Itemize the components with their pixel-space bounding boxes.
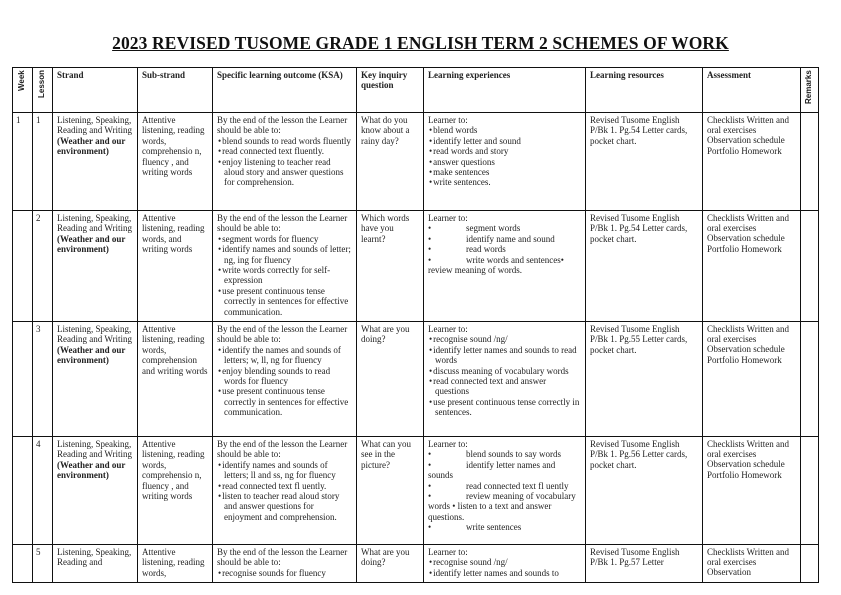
lesson-cell: 2 (33, 211, 53, 322)
lesson-cell: 1 (33, 113, 53, 211)
learning-experience-item: • identify letter and sound (428, 136, 581, 146)
lesson-cell: 5 (33, 545, 53, 584)
table-row (13, 322, 819, 437)
learning-outcome-item: • write words correctly for self-expression (217, 265, 352, 286)
learning-experience-text: write sentences (466, 522, 522, 533)
strand-theme: (Weather and our environment) (57, 459, 126, 481)
learning-experiences-intro: Learner to: (428, 439, 468, 449)
learning-outcome-cell (213, 211, 357, 322)
document-title: 2023 REVISED TUSOME GRADE 1 ENGLISH TERM 2 SCHEMES OF WORK (112, 33, 729, 53)
key-inquiry-question-cell: Which words have you learnt? (357, 211, 424, 322)
learning-resources-cell: Revised Tusome English P/Bk 1. Pg.54 Letter cards, pocket chart. (586, 211, 703, 322)
bullet-icon: • (428, 233, 432, 244)
strand-theme: (Weather and our environment) (57, 233, 126, 255)
sub-strand-cell: Attentive listening, reading words, (138, 545, 213, 584)
strand-text: Listening, Speaking, Reading and Writing (57, 115, 132, 136)
header-strand: Strand (53, 68, 138, 113)
week-cell (13, 545, 33, 584)
strand-cell (53, 211, 138, 322)
learning-experience-item: • identify letter names and sounds to read words (428, 345, 581, 366)
strand-cell (53, 437, 138, 545)
learning-outcome-item: • read connected text fluently. (217, 146, 352, 156)
assessment-cell: Checklists Written and oral exercises Observation schedule Portfolio Homework (703, 322, 801, 437)
learning-experience-text: blend sounds to say words (466, 449, 561, 460)
week-cell (13, 437, 33, 545)
learning-experiences-intro: Learner to: (428, 115, 468, 125)
strand-text: Listening, Speaking, Reading and Writing (57, 324, 132, 345)
learning-outcome-intro: By the end of the lesson the Learner should be able to: (217, 439, 348, 460)
table-row (13, 545, 819, 584)
header-week (13, 68, 33, 113)
bullet-icon: • (428, 480, 432, 491)
assessment-cell: Checklists Written and oral exercises Observation schedule Portfolio Homework (703, 113, 801, 211)
learning-outcome-item: • blend sounds to read words fluently (217, 136, 352, 146)
key-inquiry-question-cell: What are you doing? (357, 322, 424, 437)
learning-outcome-item: • recognise sounds for fluency (217, 568, 352, 578)
lesson-cell: 4 (33, 437, 53, 545)
learning-experience-item (428, 460, 581, 481)
header-assessment: Assessment (703, 68, 801, 113)
learning-outcome-intro: By the end of the lesson the Learner should be able to: (217, 547, 348, 568)
header-specific-learning-outcome: Specific learning outcome (KSA) (213, 68, 357, 113)
table-row (13, 437, 819, 545)
learning-experience-item: • use present continuous tense correctly in sentences. (428, 397, 581, 418)
learning-experiences-cell (424, 437, 586, 545)
learning-experience-item (428, 234, 581, 244)
remarks-cell (801, 322, 819, 437)
learning-experience-item: • identify letter names and sounds to (428, 568, 581, 578)
learning-outcome-item: • segment words for fluency (217, 234, 352, 244)
learning-outcome-cell (213, 437, 357, 545)
header-sub-strand: Sub-strand (138, 68, 213, 113)
assessment-cell: Checklists Written and oral exercises Observation (703, 545, 801, 584)
week-cell (13, 322, 33, 437)
learning-experiences-intro: Learner to: (428, 547, 468, 557)
sub-strand-cell: Attentive listening, reading words, comprehension and writing words (138, 322, 213, 437)
remarks-cell (801, 113, 819, 211)
learning-experience-text: read words (466, 244, 506, 255)
learning-experience-text: write words and sentences• review meaning of words. (428, 254, 564, 276)
learning-experience-item: • discuss meaning of vocabulary words (428, 366, 581, 376)
learning-outcome-item: • identify names and sounds of letter; ng, ing for fluency (217, 244, 352, 265)
learning-experiences-intro: Learner to: (428, 213, 468, 223)
learning-outcome-intro: By the end of the lesson the Learner should be able to: (217, 324, 348, 345)
learning-experience-item: • read words and story (428, 146, 581, 156)
header-remarks-label: Remarks (804, 70, 814, 104)
header-row (13, 68, 819, 113)
learning-outcome-item: • use present continuous tense correctly in sentences for effective communication. (217, 286, 352, 317)
week-cell (13, 211, 33, 322)
header-lesson-label: Lesson (37, 70, 47, 99)
learning-experience-item: • read connected text and answer questions (428, 376, 581, 397)
learning-experience-item: • recognise sound /ng/ (428, 334, 581, 344)
strand-cell (53, 545, 138, 584)
bullet-icon: • (428, 491, 432, 502)
learning-outcome-item: • enjoy listening to teacher read aloud story and answer questions for comprehension. (217, 157, 352, 188)
strand-text: Listening, Speaking, Reading and Writing (57, 213, 132, 234)
week-cell: 1 (13, 113, 33, 211)
learning-outcome-intro: By the end of the lesson the Learner should be able to: (217, 115, 348, 136)
lesson-cell: 3 (33, 322, 53, 437)
bullet-icon: • (428, 254, 432, 265)
learning-outcome-item: • enjoy blending sounds to read words for fluency (217, 366, 352, 387)
strand-text: Listening, Speaking, Reading and (57, 547, 132, 568)
header-lesson (33, 68, 53, 113)
strand-text: Listening, Speaking, Reading and Writing (57, 439, 132, 460)
key-inquiry-question-cell: What can you see in the picture? (357, 437, 424, 545)
learning-outcome-item: • use present continuous tense correctly in sentences for effective communication. (217, 386, 352, 417)
bullet-icon: • (428, 223, 432, 234)
sub-strand-cell: Attentive listening, reading words, comprehensio n, fluency , and writing words (138, 437, 213, 545)
strand-cell (53, 322, 138, 437)
learning-experience-item (428, 244, 581, 254)
learning-experience-item (428, 223, 581, 233)
learning-experience-item: • make sentences (428, 167, 581, 177)
learning-experience-item: • blend words (428, 125, 581, 135)
learning-experience-text: segment words (466, 223, 521, 234)
schemes-of-work-table-container (12, 67, 819, 583)
learning-experience-item: • recognise sound /ng/ (428, 557, 581, 567)
learning-outcome-cell (213, 322, 357, 437)
header-week-label: Week (17, 70, 27, 91)
table-row (13, 211, 819, 322)
learning-outcome-item: • identify the names and sounds of letters; w, ll, ng for fluency (217, 345, 352, 366)
learning-experience-item: • answer questions (428, 157, 581, 167)
schemes-of-work-table (12, 67, 819, 583)
remarks-cell (801, 437, 819, 545)
learning-experiences-intro: Learner to: (428, 324, 468, 334)
learning-experience-item (428, 481, 581, 491)
learning-experiences-cell (424, 545, 586, 584)
learning-experience-text: read connected text fl uently (466, 480, 569, 491)
learning-outcome-item: • listen to teacher read aloud story and answer questions for enjoyment and comprehension. (217, 491, 352, 522)
key-inquiry-question-cell: What are you doing? (357, 545, 424, 584)
strand-cell (53, 113, 138, 211)
learning-experience-text: identify letter names and sounds (428, 459, 556, 481)
learning-experiences-cell (424, 113, 586, 211)
learning-outcome-cell (213, 545, 357, 584)
assessment-cell: Checklists Written and oral exercises Observation schedule Portfolio Homework (703, 437, 801, 545)
learning-resources-cell: Revised Tusome English P/Bk 1. Pg.57 Letter (586, 545, 703, 584)
learning-experiences-cell (424, 322, 586, 437)
learning-experience-text: identify name and sound (466, 233, 555, 244)
sub-strand-cell: Attentive listening, reading words, comprehensio n, fluency , and writing words (138, 113, 213, 211)
learning-outcome-item: • identify names and sounds of letters; ll and ss, ng for fluency (217, 460, 352, 481)
bullet-icon: • (428, 244, 432, 255)
learning-experience-text: review meaning of vocabulary words • listen to a text and answer questions. (428, 491, 576, 522)
key-inquiry-question-cell: What do you know about a rainy day? (357, 113, 424, 211)
remarks-cell (801, 545, 819, 584)
bullet-icon: • (428, 459, 432, 470)
learning-outcome-cell (213, 113, 357, 211)
strand-theme: (Weather and our environment) (57, 135, 126, 157)
bullet-icon: • (428, 522, 432, 533)
header-learning-resources: Learning resources (586, 68, 703, 113)
learning-experience-item (428, 522, 581, 532)
header-key-inquiry-question: Key inquiry question (357, 68, 424, 113)
learning-experience-item (428, 255, 581, 276)
header-learning-experiences: Learning experiences (424, 68, 586, 113)
learning-experience-item (428, 449, 581, 459)
header-remarks (801, 68, 819, 113)
learning-resources-cell: Revised Tusome English P/Bk 1. Pg.55 Letter cards, pocket chart. (586, 322, 703, 437)
learning-outcome-item: • read connected text fl uently. (217, 481, 352, 491)
strand-theme: (Weather and our environment) (57, 344, 126, 366)
bullet-icon: • (428, 449, 432, 460)
learning-experience-item: • write sentences. (428, 177, 581, 187)
learning-experience-item (428, 491, 581, 522)
assessment-cell: Checklists Written and oral exercises Observation schedule Portfolio Homework (703, 211, 801, 322)
sub-strand-cell: Attentive listening, reading words, and writing words (138, 211, 213, 322)
table-row (13, 113, 819, 211)
learning-experiences-cell (424, 211, 586, 322)
remarks-cell (801, 211, 819, 322)
learning-resources-cell: Revised Tusome English P/Bk 1. Pg.56 Letter cards, pocket chart. (586, 437, 703, 545)
learning-resources-cell: Revised Tusome English P/Bk 1. Pg.54 Letter cards, pocket chart. (586, 113, 703, 211)
learning-outcome-intro: By the end of the lesson the Learner should be able to: (217, 213, 348, 234)
